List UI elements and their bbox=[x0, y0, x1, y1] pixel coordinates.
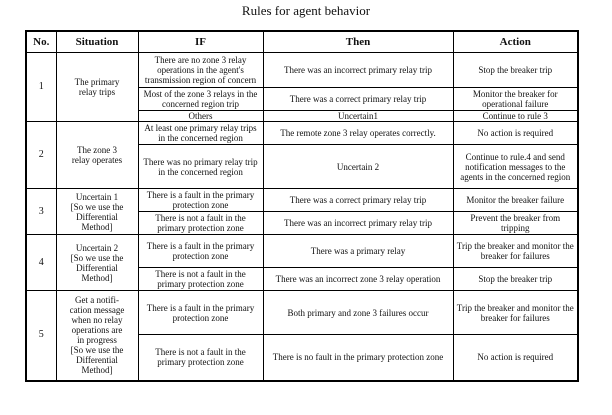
action-cell: Stop the breaker trip bbox=[453, 268, 578, 291]
then-cell: The remote zone 3 relay operates correctly. bbox=[263, 122, 453, 145]
action-cell: Stop the breaker trip bbox=[453, 53, 578, 88]
rule-number: 2 bbox=[26, 122, 56, 189]
rule-number: 5 bbox=[26, 291, 56, 381]
then-cell: There was a primary relay bbox=[263, 235, 453, 268]
if-cell: There was no primary relay trip in the concerned region bbox=[138, 145, 263, 189]
if-cell: Most of the zone 3 relays in the concerned region trip bbox=[138, 88, 263, 111]
action-cell: Monitor the breaker for operational failure bbox=[453, 88, 578, 111]
header-situation: Situation bbox=[56, 31, 138, 53]
if-cell: There is not a fault in the primary protection zone bbox=[138, 335, 263, 381]
then-cell: Both primary and zone 3 failures occur bbox=[263, 291, 453, 335]
table-row bbox=[26, 189, 578, 212]
rule-situation: Uncertain 1 [So we use the Differential Method] bbox=[56, 189, 138, 235]
then-cell: There was an incorrect zone 3 relay operation bbox=[263, 268, 453, 291]
then-cell: Uncertain1 bbox=[263, 111, 453, 122]
then-cell: There was a correct primary relay trip bbox=[263, 88, 453, 111]
action-cell: Prevent the breaker from tripping bbox=[453, 212, 578, 235]
if-cell: There is a fault in the primary protection zone bbox=[138, 291, 263, 335]
rule-number: 3 bbox=[26, 189, 56, 235]
header-no: No. bbox=[26, 31, 56, 53]
header-then: Then bbox=[263, 31, 453, 53]
table-row bbox=[26, 291, 578, 335]
header-if: IF bbox=[138, 31, 263, 53]
rule-number: 1 bbox=[26, 53, 56, 122]
rule-situation: Get a notifi- cation message when no relay operations are in progress [So we use the Differential Method] bbox=[56, 291, 138, 381]
if-cell: There is not a fault in the primary protection zone bbox=[138, 268, 263, 291]
then-cell: There was an incorrect primary relay trip bbox=[263, 212, 453, 235]
action-cell: Continue to rule 3 bbox=[453, 111, 578, 122]
if-cell: There is not a fault in the primary protection zone bbox=[138, 212, 263, 235]
action-cell: Trip the breaker and monitor the breaker for failures bbox=[453, 235, 578, 268]
action-cell: Continue to rule.4 and send notification messages to the agents in the concerned region bbox=[453, 145, 578, 189]
table-row bbox=[26, 122, 578, 145]
action-cell: No action is required bbox=[453, 335, 578, 381]
table-row bbox=[26, 53, 578, 88]
rules-table bbox=[25, 30, 579, 382]
table-title: Rules for agent behavior bbox=[241, 3, 371, 18]
rule-number: 4 bbox=[26, 235, 56, 291]
rule-situation: The primary relay trips bbox=[56, 53, 138, 122]
then-cell: Uncertain 2 bbox=[263, 145, 453, 189]
if-cell: There are no zone 3 relay operations in the agent's transmission region of concern bbox=[138, 53, 263, 88]
rule-situation: Uncertain 2 [So we use the Differential Method] bbox=[56, 235, 138, 291]
table-row bbox=[26, 235, 578, 268]
then-cell: There was a correct primary relay trip bbox=[263, 189, 453, 212]
action-cell: No action is required bbox=[453, 122, 578, 145]
then-cell: There is no fault in the primary protection zone bbox=[263, 335, 453, 381]
header-row bbox=[26, 31, 578, 53]
action-cell: Monitor the breaker failure bbox=[453, 189, 578, 212]
if-cell: Others bbox=[138, 111, 263, 122]
action-cell: Trip the breaker and monitor the breaker for failures bbox=[453, 291, 578, 335]
if-cell: There is a fault in the primary protection zone bbox=[138, 235, 263, 268]
rule-situation: The zone 3 relay operates bbox=[56, 122, 138, 189]
if-cell: There is a fault in the primary protection zone bbox=[138, 189, 263, 212]
header-action: Action bbox=[453, 31, 578, 53]
if-cell: At least one primary relay trips in the concerned region bbox=[138, 122, 263, 145]
then-cell: There was an incorrect primary relay trip bbox=[263, 53, 453, 88]
